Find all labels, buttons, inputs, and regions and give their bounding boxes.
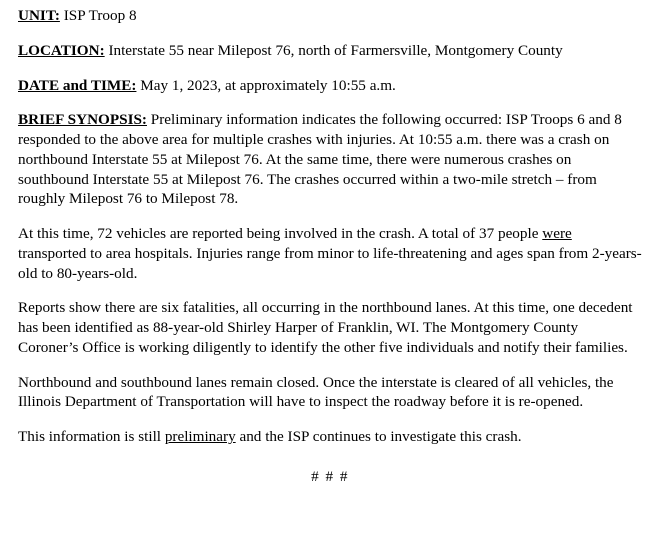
field-location-value: Interstate 55 near Milepost 76, north of Farmersville, Montgomery County bbox=[104, 41, 563, 59]
field-unit bbox=[18, 6, 642, 26]
field-location-label: LOCATION: bbox=[18, 41, 105, 59]
brief-synopsis-text: Preliminary information indicates the following occurred: ISP Troops 6 and 8 responded to the above area for multiple crashes with injuries. At 10:55 a.m. there was a crash on northbound Interstate 55 at Milepost 76. At the same time, there were numerous crashes on southbound Interstate 55 at Milepost 76. The crashes occurred within a two-mile stretch – from roughly Milepost 76 to Milepost 78. bbox=[18, 111, 622, 208]
paragraph-text-post: and the ISP continues to investigate this crash. bbox=[235, 428, 522, 445]
field-unit-label: UNIT: bbox=[18, 7, 60, 24]
paragraph-vehicles-involved bbox=[18, 224, 642, 283]
brief-synopsis-label: BRIEF SYNOPSIS: bbox=[18, 111, 147, 129]
paragraph-underlined-preliminary: preliminary bbox=[164, 428, 236, 445]
paragraph-preliminary-note bbox=[18, 427, 642, 447]
paragraph-text-pre: At this time, 72 vehicles are reported being involved in the crash. A total of 37 people bbox=[18, 225, 543, 242]
paragraph-lanes-closed bbox=[18, 373, 642, 413]
paragraph-underlined-were: were bbox=[542, 225, 572, 242]
field-location bbox=[18, 41, 642, 61]
paragraph-text-pre: Northbound and southbound lanes remain closed. Once the interstate is cleared of all vehicles, the Illinois Department of Transportation will have to inspect the roadway before it is re-opened. bbox=[18, 373, 614, 411]
field-date-time bbox=[18, 76, 642, 96]
end-marker: # # # bbox=[311, 467, 349, 485]
paragraph-text-post: transported to area hospitals. Injuries range from minor to life-threatening and ages span from 2-years-old to 80-years-old. bbox=[18, 244, 642, 282]
paragraph-text-pre: Reports show there are six fatalities, all occurring in the northbound lanes. At this time, one decedent has been identified as 88-year-old Shirley Harper of Franklin, WI. The Montgomery County Coroner’s Office is working diligently to identify the other five individuals and notify their families. bbox=[18, 299, 633, 356]
field-date-time-label: DATE and TIME: bbox=[18, 76, 137, 94]
brief-synopsis bbox=[18, 110, 642, 209]
field-date-time-value: May 1, 2023, at approximately 10:55 a.m. bbox=[136, 76, 396, 94]
field-unit-value: ISP Troop 8 bbox=[59, 7, 137, 24]
paragraph-text-pre: This information is still bbox=[18, 428, 165, 445]
paragraph-fatalities bbox=[18, 298, 642, 357]
